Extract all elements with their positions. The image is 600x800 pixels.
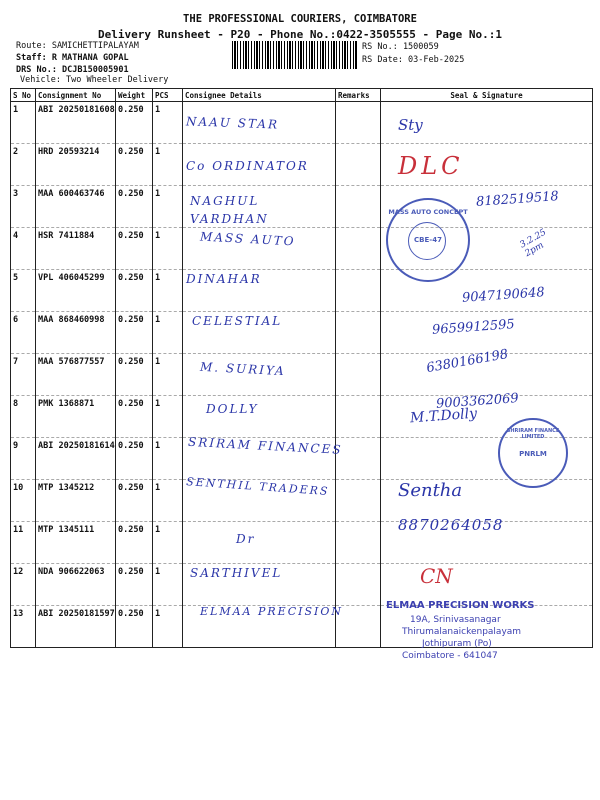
cell-sno: 5 (11, 270, 36, 312)
consignee-1: NAAU STAR (185, 114, 280, 132)
cell-remarks (336, 354, 381, 396)
elmaa-stamp-line-3: Jothipuram (Po) (422, 639, 492, 649)
cell-sno: 8 (11, 396, 36, 438)
signature-10: Sentha (398, 480, 463, 501)
signature-2: DLC (398, 152, 464, 180)
cell-weight: 0.250 (116, 102, 153, 144)
consignee-7: M. SURIYA (199, 359, 286, 379)
cell-consignment: MAA 868460998 (36, 312, 116, 354)
cell-remarks (336, 564, 381, 606)
cell-sno: 6 (11, 312, 36, 354)
table-header (11, 89, 593, 102)
consignee-6: CELESTIAL (192, 314, 283, 328)
col-consignment: Consignment No (36, 89, 116, 102)
signature-1: Sty (398, 116, 423, 134)
vehicle: Vehicle: Two Wheeler Delivery (20, 75, 169, 85)
cell-consignment: MAA 576877557 (36, 354, 116, 396)
cell-weight: 0.250 (116, 270, 153, 312)
phone-3: 9659912595 (431, 317, 516, 338)
consignee-4: MASS AUTO (199, 229, 296, 249)
phone-1: 8182519518 (475, 189, 560, 210)
cell-weight: 0.250 (116, 480, 153, 522)
cell-sno: 2 (11, 144, 36, 186)
table-row (11, 102, 593, 144)
col-weight: Weight (116, 89, 153, 102)
mass-auto-stamp-text: MASS AUTO CONCEPT (388, 208, 468, 216)
route: Route: SAMICHETTIPALAYAM (16, 41, 139, 51)
consignee-2: Co ORDINATOR (186, 159, 309, 173)
col-signature: Seal & Signature (381, 89, 593, 102)
cell-weight: 0.250 (116, 144, 153, 186)
cell-remarks (336, 312, 381, 354)
company-title: THE PROFESSIONAL COURIERS, COIMBATORE (183, 13, 417, 25)
cell-consignment: ABI 20250181597 (36, 606, 116, 648)
cell-pcs: 1 (153, 396, 183, 438)
cell-remarks (336, 270, 381, 312)
consignee-11: Dr (236, 532, 256, 546)
cell-weight: 0.250 (116, 186, 153, 228)
staff: Staff: R MATHANA GOPAL (16, 53, 129, 63)
cell-sno: 13 (11, 606, 36, 648)
elmaa-stamp-line-1: 19A, Srinivasanagar (410, 615, 501, 625)
col-sno: S No (11, 89, 36, 102)
cell-pcs: 1 (153, 312, 183, 354)
cell-consignment: PMK 1368871 (36, 396, 116, 438)
cell-sno: 3 (11, 186, 36, 228)
consignee-9: SRIRAM FINANCES (187, 434, 343, 457)
phone-5: 9003362069 (435, 391, 520, 412)
phone-2: 9047190648 (461, 285, 546, 306)
barcode (232, 41, 358, 69)
cell-consignee (183, 522, 336, 564)
cell-remarks (336, 396, 381, 438)
cell-remarks (336, 228, 381, 270)
cell-sno: 7 (11, 354, 36, 396)
mass-auto-stamp-code: CBE-47 (414, 236, 442, 244)
phone-4: 6380166198 (425, 346, 510, 377)
cell-weight: 0.250 (116, 396, 153, 438)
cell-weight: 0.250 (116, 564, 153, 606)
cell-consignment: MTP 1345212 (36, 480, 116, 522)
cell-weight: 0.250 (116, 606, 153, 648)
cell-pcs: 1 (153, 438, 183, 480)
consignee-8: DOLLY (206, 402, 259, 416)
sriram-stamp (498, 418, 568, 488)
cell-sno: 10 (11, 480, 36, 522)
rs-number: RS No.: 1500059 (362, 42, 439, 52)
consignee-13: ELMAA PRECISION (200, 605, 343, 618)
cell-pcs: 1 (153, 270, 183, 312)
table-row (11, 228, 593, 270)
cell-weight: 0.250 (116, 354, 153, 396)
cell-pcs: 1 (153, 228, 183, 270)
cell-sno: 12 (11, 564, 36, 606)
sriram-stamp-code: PNRLM (519, 450, 547, 458)
cell-sno: 9 (11, 438, 36, 480)
sriram-stamp-text: SHRIRAM FINANCE LIMITED (506, 428, 560, 440)
phone-6: 8870264058 (398, 516, 504, 534)
cell-sno: 11 (11, 522, 36, 564)
cell-pcs: 1 (153, 354, 183, 396)
signature-dolly: M.T.Dolly (409, 405, 478, 427)
date-note: 3.2.25 2pm (518, 227, 549, 260)
cell-pcs: 1 (153, 480, 183, 522)
cell-remarks (336, 186, 381, 228)
cell-weight: 0.250 (116, 228, 153, 270)
drs-number: DRS No.: DCJB150005901 (16, 65, 129, 75)
cell-weight: 0.250 (116, 438, 153, 480)
cell-consignment: HRD 20593214 (36, 144, 116, 186)
mass-auto-stamp (386, 198, 470, 282)
consignee-5: DINAHAR (186, 272, 262, 286)
cell-consignment: MTP 1345111 (36, 522, 116, 564)
cell-pcs: 1 (153, 564, 183, 606)
rs-date: RS Date: 03-Feb-2025 (362, 55, 465, 65)
cell-consignment: NDA 906622063 (36, 564, 116, 606)
cell-consignment: MAA 600463746 (36, 186, 116, 228)
consignee-10: SENTHIL TRADERS (185, 475, 330, 499)
col-consignee: Consignee Details (183, 89, 336, 102)
cell-pcs: 1 (153, 522, 183, 564)
cell-consignment: HSR 7411884 (36, 228, 116, 270)
cell-remarks (336, 522, 381, 564)
cell-weight: 0.250 (116, 522, 153, 564)
elmaa-stamp-line-4: Coimbatore - 641047 (402, 651, 498, 661)
col-remarks: Remarks (336, 89, 381, 102)
cell-pcs: 1 (153, 186, 183, 228)
cell-remarks (336, 102, 381, 144)
cell-pcs: 1 (153, 102, 183, 144)
cell-sno: 4 (11, 228, 36, 270)
elmaa-stamp-line-2: Thirumalanaickenpalayam (402, 627, 522, 637)
runsheet-subtitle: Delivery Runsheet - P20 - Phone No.:0422-3505555 - Page No.:1 (98, 28, 502, 41)
cell-pcs: 1 (153, 144, 183, 186)
consignee-12: SARTHIVEL (190, 566, 283, 580)
cell-remarks (336, 144, 381, 186)
cell-weight: 0.250 (116, 312, 153, 354)
cell-sno: 1 (11, 102, 36, 144)
table-row (11, 522, 593, 564)
col-pcs: PCS (153, 89, 183, 102)
cell-consignment: ABI 20250181614 (36, 438, 116, 480)
cell-pcs: 1 (153, 606, 183, 648)
elmaa-stamp-name: ELMAA PRECISION WORKS (386, 600, 535, 611)
cell-consignment: VPL 406045299 (36, 270, 116, 312)
consignee-3: NAGHUL VARDHAN (190, 194, 269, 226)
signature-12: CN (420, 564, 453, 588)
cell-consignment: ABI 20250181608 (36, 102, 116, 144)
